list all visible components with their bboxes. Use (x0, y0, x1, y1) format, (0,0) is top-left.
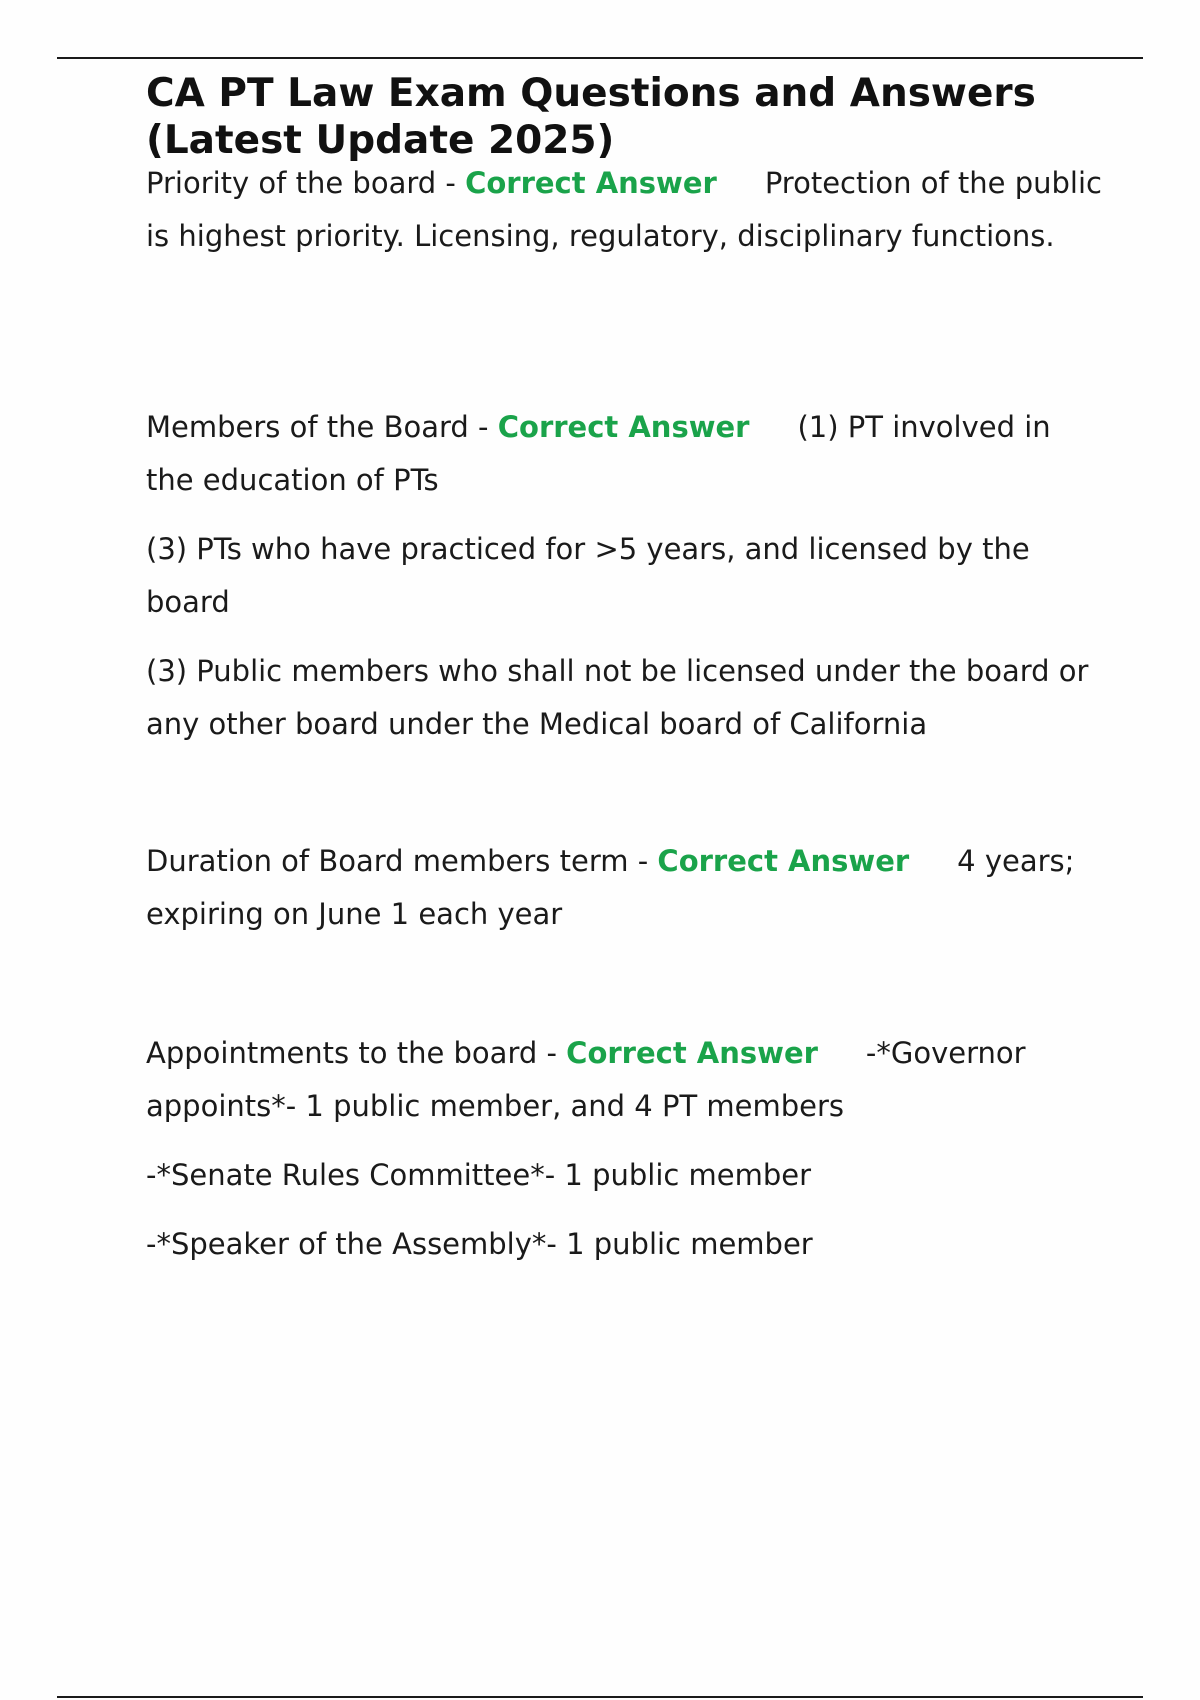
answer-text: Protection of the public is highest priority. Licensing, regulatory, disciplinary functions. (146, 166, 1102, 253)
qa-text (146, 835, 1106, 941)
question-text: Appointments to the board - (146, 1036, 567, 1070)
answer-extra-line: (3) Public members who shall not be licensed under the board or any other board under the Medical board of California (146, 654, 1089, 741)
answer-extra-line: (3) PTs who have practiced for >5 years, and licensed by the board (146, 532, 1030, 619)
qa-text (146, 401, 1106, 507)
correct-answer-label: Correct Answer (566, 1036, 818, 1070)
correct-answer-label: Correct Answer (465, 166, 717, 200)
qa-item (146, 835, 1106, 941)
correct-answer-label: Correct Answer (657, 844, 910, 878)
qa-item (146, 1027, 1106, 1271)
question-text: Priority of the board - (146, 166, 466, 200)
document-title: CA PT Law Exam Questions and Answers (Latest Update 2025) (146, 71, 1036, 163)
answer-extra-line: -*Senate Rules Committee*- 1 public member (146, 1158, 812, 1192)
bottom-rule (57, 1696, 1143, 1698)
qa-text (146, 1027, 1106, 1133)
question-text: Members of the Board - (146, 410, 498, 444)
qa-item (146, 401, 1106, 751)
qa-item (146, 157, 1106, 263)
question-text: Duration of Board members term - (146, 844, 658, 878)
document-body (146, 70, 1106, 164)
answer-text: (1) PT involved in the education of PTs (146, 410, 1051, 497)
answer-text: 4 years; expiring on June 1 each year (146, 844, 1075, 931)
qa-text (146, 157, 1106, 263)
answer-text: -*Governor appoints*- 1 public member, and 4 PT members (146, 1036, 1026, 1123)
correct-answer-label: Correct Answer (497, 410, 750, 444)
answer-extra-line: -*Speaker of the Assembly*- 1 public member (146, 1227, 813, 1261)
top-rule (57, 57, 1143, 59)
